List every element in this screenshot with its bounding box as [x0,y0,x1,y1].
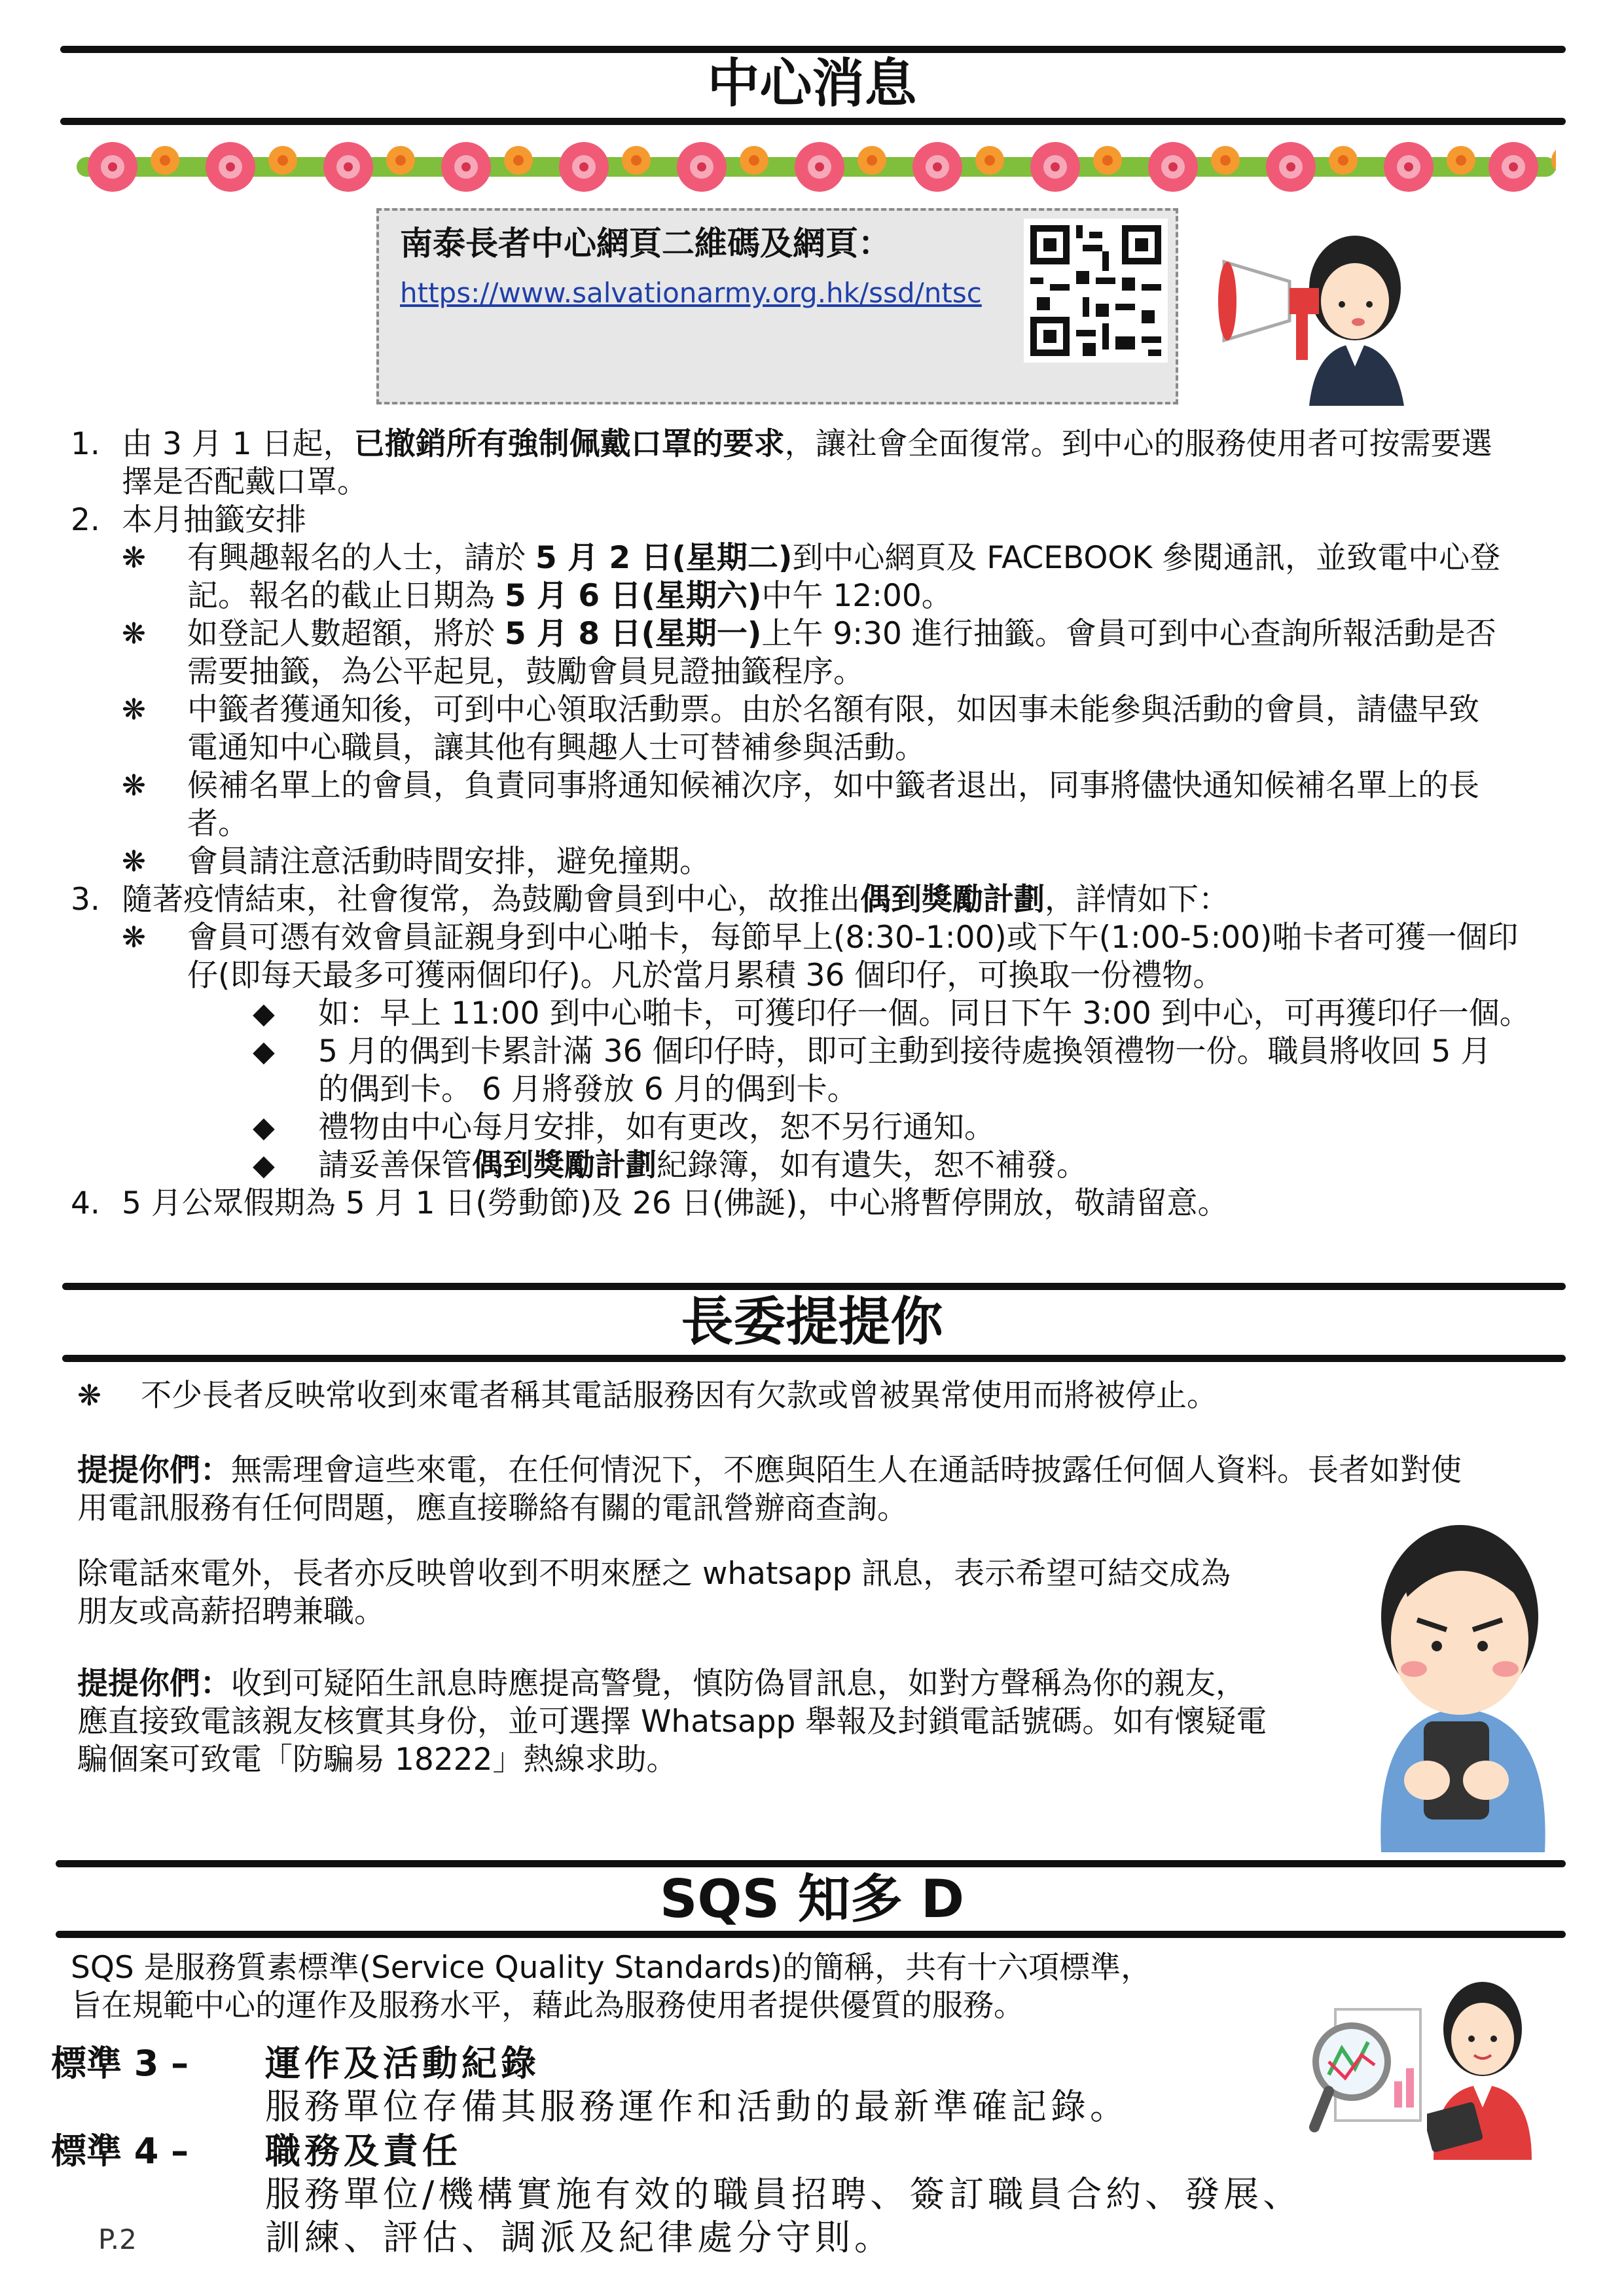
label: 提提你們： [77,1666,231,1702]
diamond-1-text: 如：早上 11:00 到中心啪卡，可獲印仔一個。同日下午 3:00 到中心，可再獲印仔一個。 [318,996,1530,1031]
date: 5 月 8 日(星期一) [504,616,762,652]
standard-4-title: 職務及責任 [265,2130,461,2172]
text: 有興趣報名的人士，請於 [187,540,535,576]
text: 紀錄簿，如有遺失，恕不補發。 [657,1147,1087,1183]
sub2-4-line-1: 候補名單上的會員，負責同事將通知候補次序，如中籤者退出，同事將儘快通知候補名單上的長 [187,768,1479,804]
text: 請妥善保管 [318,1147,472,1183]
standard-3-label: 標準 3 – [51,2043,189,2084]
date: 5 月 2 日(星期二) [535,540,793,576]
item-3-sub-line-2: 仔(即每天最多可獲兩個印仔)。凡於當月累積 36 個印仔，可換取一份禮物。 [187,958,1224,994]
bullet-icon: ❋ [122,769,146,802]
sub2-2-line-2: 需要抽籤，為公平起見，鼓勵會員見證抽籤程序。 [187,654,864,690]
item-4-number: 4. [71,1185,100,1221]
item-3-number: 3. [71,882,100,918]
diamond-icon: ◆ [253,997,275,1030]
bullet-icon: ❋ [77,1379,101,1412]
item-2-heading: 本月抽籤安排 [122,502,306,538]
item-2-number: 2. [71,502,100,538]
sub2-5-line-1: 會員請注意活動時間安排，避免撞期。 [187,844,710,880]
text: 到中心網頁及 FACEBOOK 參閱通訊，並致電中心登 [792,540,1501,576]
bullet-icon: ❋ [122,617,146,651]
diamond-icon: ◆ [253,1035,275,1068]
scheme-name: 偶到獎勵計劃 [860,882,1045,918]
page-number: P.2 [98,2223,137,2255]
remind-p2-line-1: 除電話來電外，長者亦反映曾收到不明來歷之 whatsapp 訊息，表示希望可結交成為 [77,1556,1231,1592]
remind-p3-line-3: 騙個案可致電「防騙易 18222」熱線求助。 [77,1742,677,1778]
text: 如登記人數超額，將於 [187,616,505,652]
text: 無需理會這些來電，在任何情況下，不應與陌生人在通話時披露任何個人資料。長者如對使 [231,1452,1462,1488]
date: 5 月 6 日(星期六) [504,578,762,614]
remind-title: 長委提提你 [681,1291,943,1352]
remind-p1-line-1 [77,1452,1462,1490]
item-1-line-1 [122,425,1492,463]
text: ，詳情如下： [1045,882,1229,918]
data-analysis-icon [1309,2003,1434,2147]
remind-p3-line-2: 應直接致電該親友核實其身份，並可選擇 Whatsapp 舉報及封鎖電話號碼。如有懷疑電 [77,1704,1267,1740]
sub2-2-line-1 [187,615,1496,653]
diamond-icon: ◆ [253,1111,275,1144]
standard-4-text-line-1: 服務單位/機構實施有效的職員招聘、簽訂職員合約、發展、 [265,2174,1303,2215]
item-1-bold: 已撤銷所有強制佩戴口罩的要求 [353,426,785,462]
sub2-1-line-2 [187,577,952,615]
item-1-text-2: ，讓社會全面復常。到中心的服務使用者可按需要選 [784,426,1492,462]
news-title-rule [60,118,1566,125]
sub2-1-line-1 [187,539,1500,577]
standard-4-label: 標準 4 – [51,2130,189,2172]
sqs-intro-line-1: SQS 是服務質素標準(Service Quality Standards)的簡稱，共有十六項標準， [71,1950,1152,1986]
qr-code-icon [1024,219,1168,363]
diamond-icon: ◆ [253,1149,275,1182]
website-info-box [376,208,1178,404]
label: 提提你們： [77,1452,231,1488]
text: 記。報名的截止日期為 [187,578,505,614]
standard-4-text-line-2: 訓練、評估、調派及紀律處分守則。 [265,2217,893,2258]
sub2-3-line-2: 電通知中心職員，讓其他有興趣人士可替補參與活動。 [187,730,926,766]
news-title: 中心消息 [707,53,917,114]
bullet-icon: ❋ [122,845,146,878]
item-1-number: 1. [71,426,100,462]
text: 隨著疫情結束，社會復常，為鼓勵會員到中心，故推出 [122,882,860,918]
text: 中午 12:00。 [761,578,952,614]
diamond-2-text-cont: 的偶到卡。 6 月將發放 6 月的偶到卡。 [318,1071,858,1107]
remind-p1-line-2: 用電訊服務有任何問題，應直接聯絡有關的電訊營辦商查詢。 [77,1490,908,1526]
item-3-sub-line-1: 會員可憑有效會員証親身到中心啪卡，每節早上(8:30-1:00)或下午(1:00-5:00)啪卡者可獲一個印 [187,920,1519,956]
flower-border-image [77,131,1556,203]
bullet-icon: ❋ [122,921,146,954]
sqs-intro-line-2: 旨在規範中心的運作及服務水平，藉此為服務使用者提供優質的服務。 [71,1988,1024,2024]
diamond-2-text: 5 月的偶到卡累計滿 36 個印仔時，即可主動到接待處換領禮物一份。職員將收回 5 月 [318,1033,1492,1069]
megaphone-woman-illustration [1218,209,1434,406]
sqs-title-rule [56,1931,1566,1938]
woman-with-tablet-illustration [1427,1977,1538,2160]
standard-3-text: 服務單位存備其服務運作和活動的最新準確記錄。 [265,2086,1129,2127]
diamond-4-text [318,1147,1087,1185]
bullet-icon: ❋ [122,693,146,726]
sqs-title: SQS 知多 D [659,1869,965,1929]
diamond-3-text: 禮物由中心每月安排，如有更改，恕不另行通知。 [318,1109,995,1145]
remind-p2-line-2: 朋友或高薪招聘兼職。 [77,1594,385,1630]
item-1-line-2: 擇是否配戴口罩。 [122,464,368,500]
remind-title-rule [62,1355,1566,1362]
text: 收到可疑陌生訊息時應提高警覺，慎防偽冒訊息，如對方聲稱為你的親友， [231,1666,1246,1702]
sub2-4-line-2: 者。 [187,806,249,842]
qr-title: 南泰長者中心網頁二維碼及網頁： [400,224,891,262]
item-3-heading [122,881,1229,919]
man-with-phone-illustration [1355,1499,1564,1852]
sub2-3-line-1: 中籤者獲通知後，可到中心領取活動票。由於名額有限，如因事未能參與活動的會員，請儘早致 [187,692,1479,728]
item-4-text: 5 月公眾假期為 5 月 1 日(勞動節)及 26 日(佛誕)，中心將暫停開放，敬請留意。 [122,1185,1229,1221]
standard-3-title: 運作及活動紀錄 [265,2043,540,2084]
text: 上午 9:30 進行抽籤。會員可到中心查詢所報活動是否 [761,616,1496,652]
remind-p3-line-1 [77,1665,1246,1703]
scheme-name: 偶到獎勵計劃 [472,1147,657,1183]
item-1-text: 由 3 月 1 日起， [122,426,354,462]
remind-intro: 不少長者反映常收到來電者稱其電話服務因有欠款或曾被異常使用而將被停止。 [141,1378,1218,1414]
bullet-icon: ❋ [122,541,146,575]
website-link[interactable]: https://www.salvationarmy.org.hk/ssd/ntsc [400,277,982,309]
